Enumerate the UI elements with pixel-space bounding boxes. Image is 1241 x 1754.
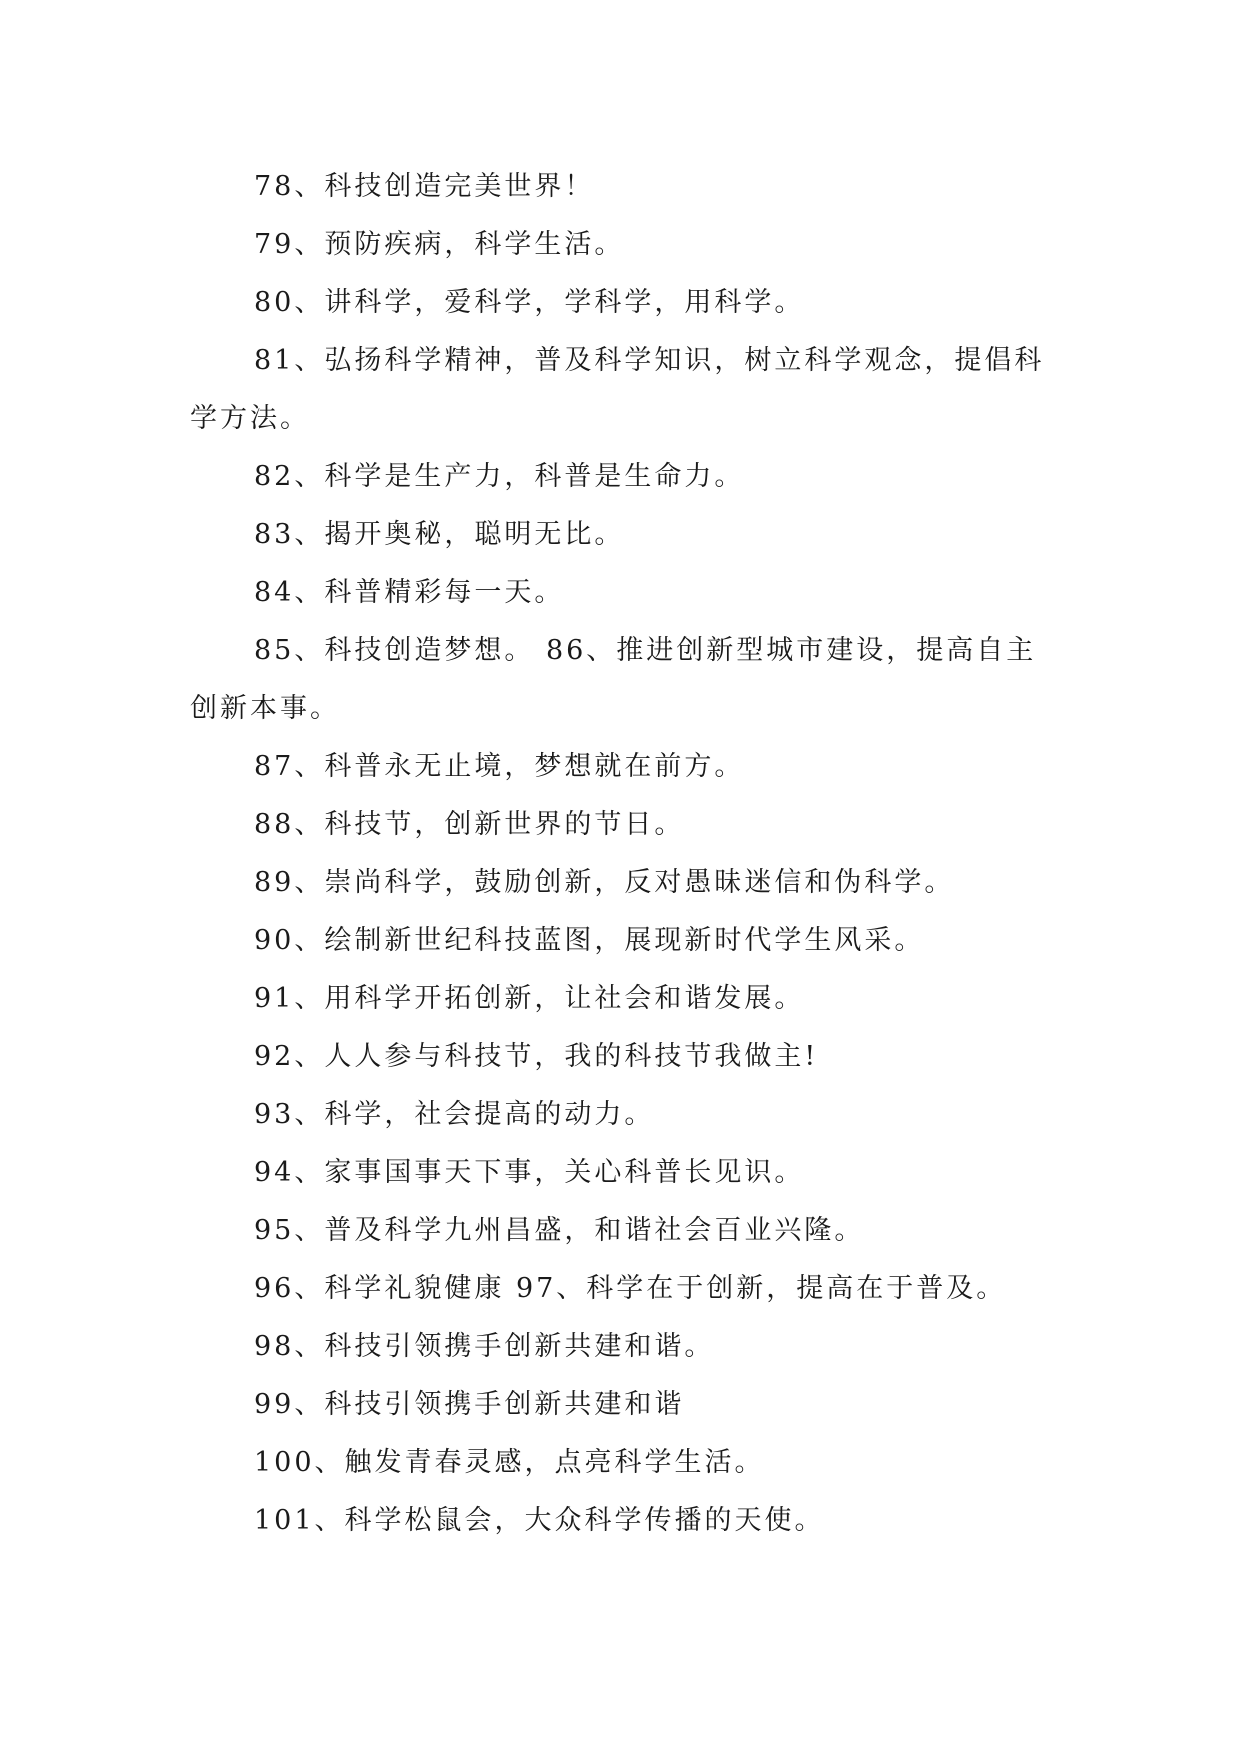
paragraph-96-97: 96、科学礼貌健康 97、科学在于创新，提高在于普及。 xyxy=(254,1273,1007,1304)
paragraph-90: 90、绘制新世纪科技蓝图，展现新时代学生风采。 xyxy=(254,925,925,956)
paragraph-93: 93、科学，社会提高的动力。 xyxy=(254,1099,655,1130)
paragraph-82: 82、科学是生产力，科普是生命力。 xyxy=(254,461,745,492)
document-body xyxy=(190,158,1060,1550)
paragraph-101: 101、科学松鼠会，大众科学传播的天使。 xyxy=(254,1505,825,1536)
paragraph-94: 94、家事国事天下事，关心科普长见识。 xyxy=(254,1157,805,1188)
paragraph-88: 88、科技节，创新世界的节日。 xyxy=(254,809,685,840)
paragraph-89: 89、崇尚科学，鼓励创新，反对愚昧迷信和伪科学。 xyxy=(254,867,955,898)
paragraph-98: 98、科技引领携手创新共建和谐。 xyxy=(254,1331,715,1362)
paragraph-83: 83、揭开奥秘，聪明无比。 xyxy=(254,519,625,550)
paragraph-84: 84、科普精彩每一天。 xyxy=(254,577,565,608)
paragraph-99: 99、科技引领携手创新共建和谐 xyxy=(254,1389,685,1420)
paragraph-78: 78、科技创造完美世界！ xyxy=(254,171,595,202)
paragraph-91: 91、用科学开拓创新，让社会和谐发展。 xyxy=(254,983,805,1014)
paragraph-95: 95、普及科学九州昌盛，和谐社会百业兴隆。 xyxy=(254,1215,865,1246)
paragraph-92: 92、人人参与科技节，我的科技节我做主! xyxy=(254,1041,819,1072)
paragraph-79: 79、预防疾病，科学生活。 xyxy=(254,229,625,260)
paragraph-100: 100、触发青春灵感，点亮科学生活。 xyxy=(254,1447,765,1478)
paragraph-87: 87、科普永无止境，梦想就在前方。 xyxy=(254,751,745,782)
paragraph-80: 80、讲科学，爱科学，学科学，用科学。 xyxy=(254,287,805,318)
paragraph-81: 81、弘扬科学精神，普及科学知识，树立科学观念，提倡科学方法。 xyxy=(190,345,1045,434)
paragraph-85-86: 85、科技创造梦想。 86、推进创新型城市建设，提高自主创新本事。 xyxy=(190,635,1037,724)
